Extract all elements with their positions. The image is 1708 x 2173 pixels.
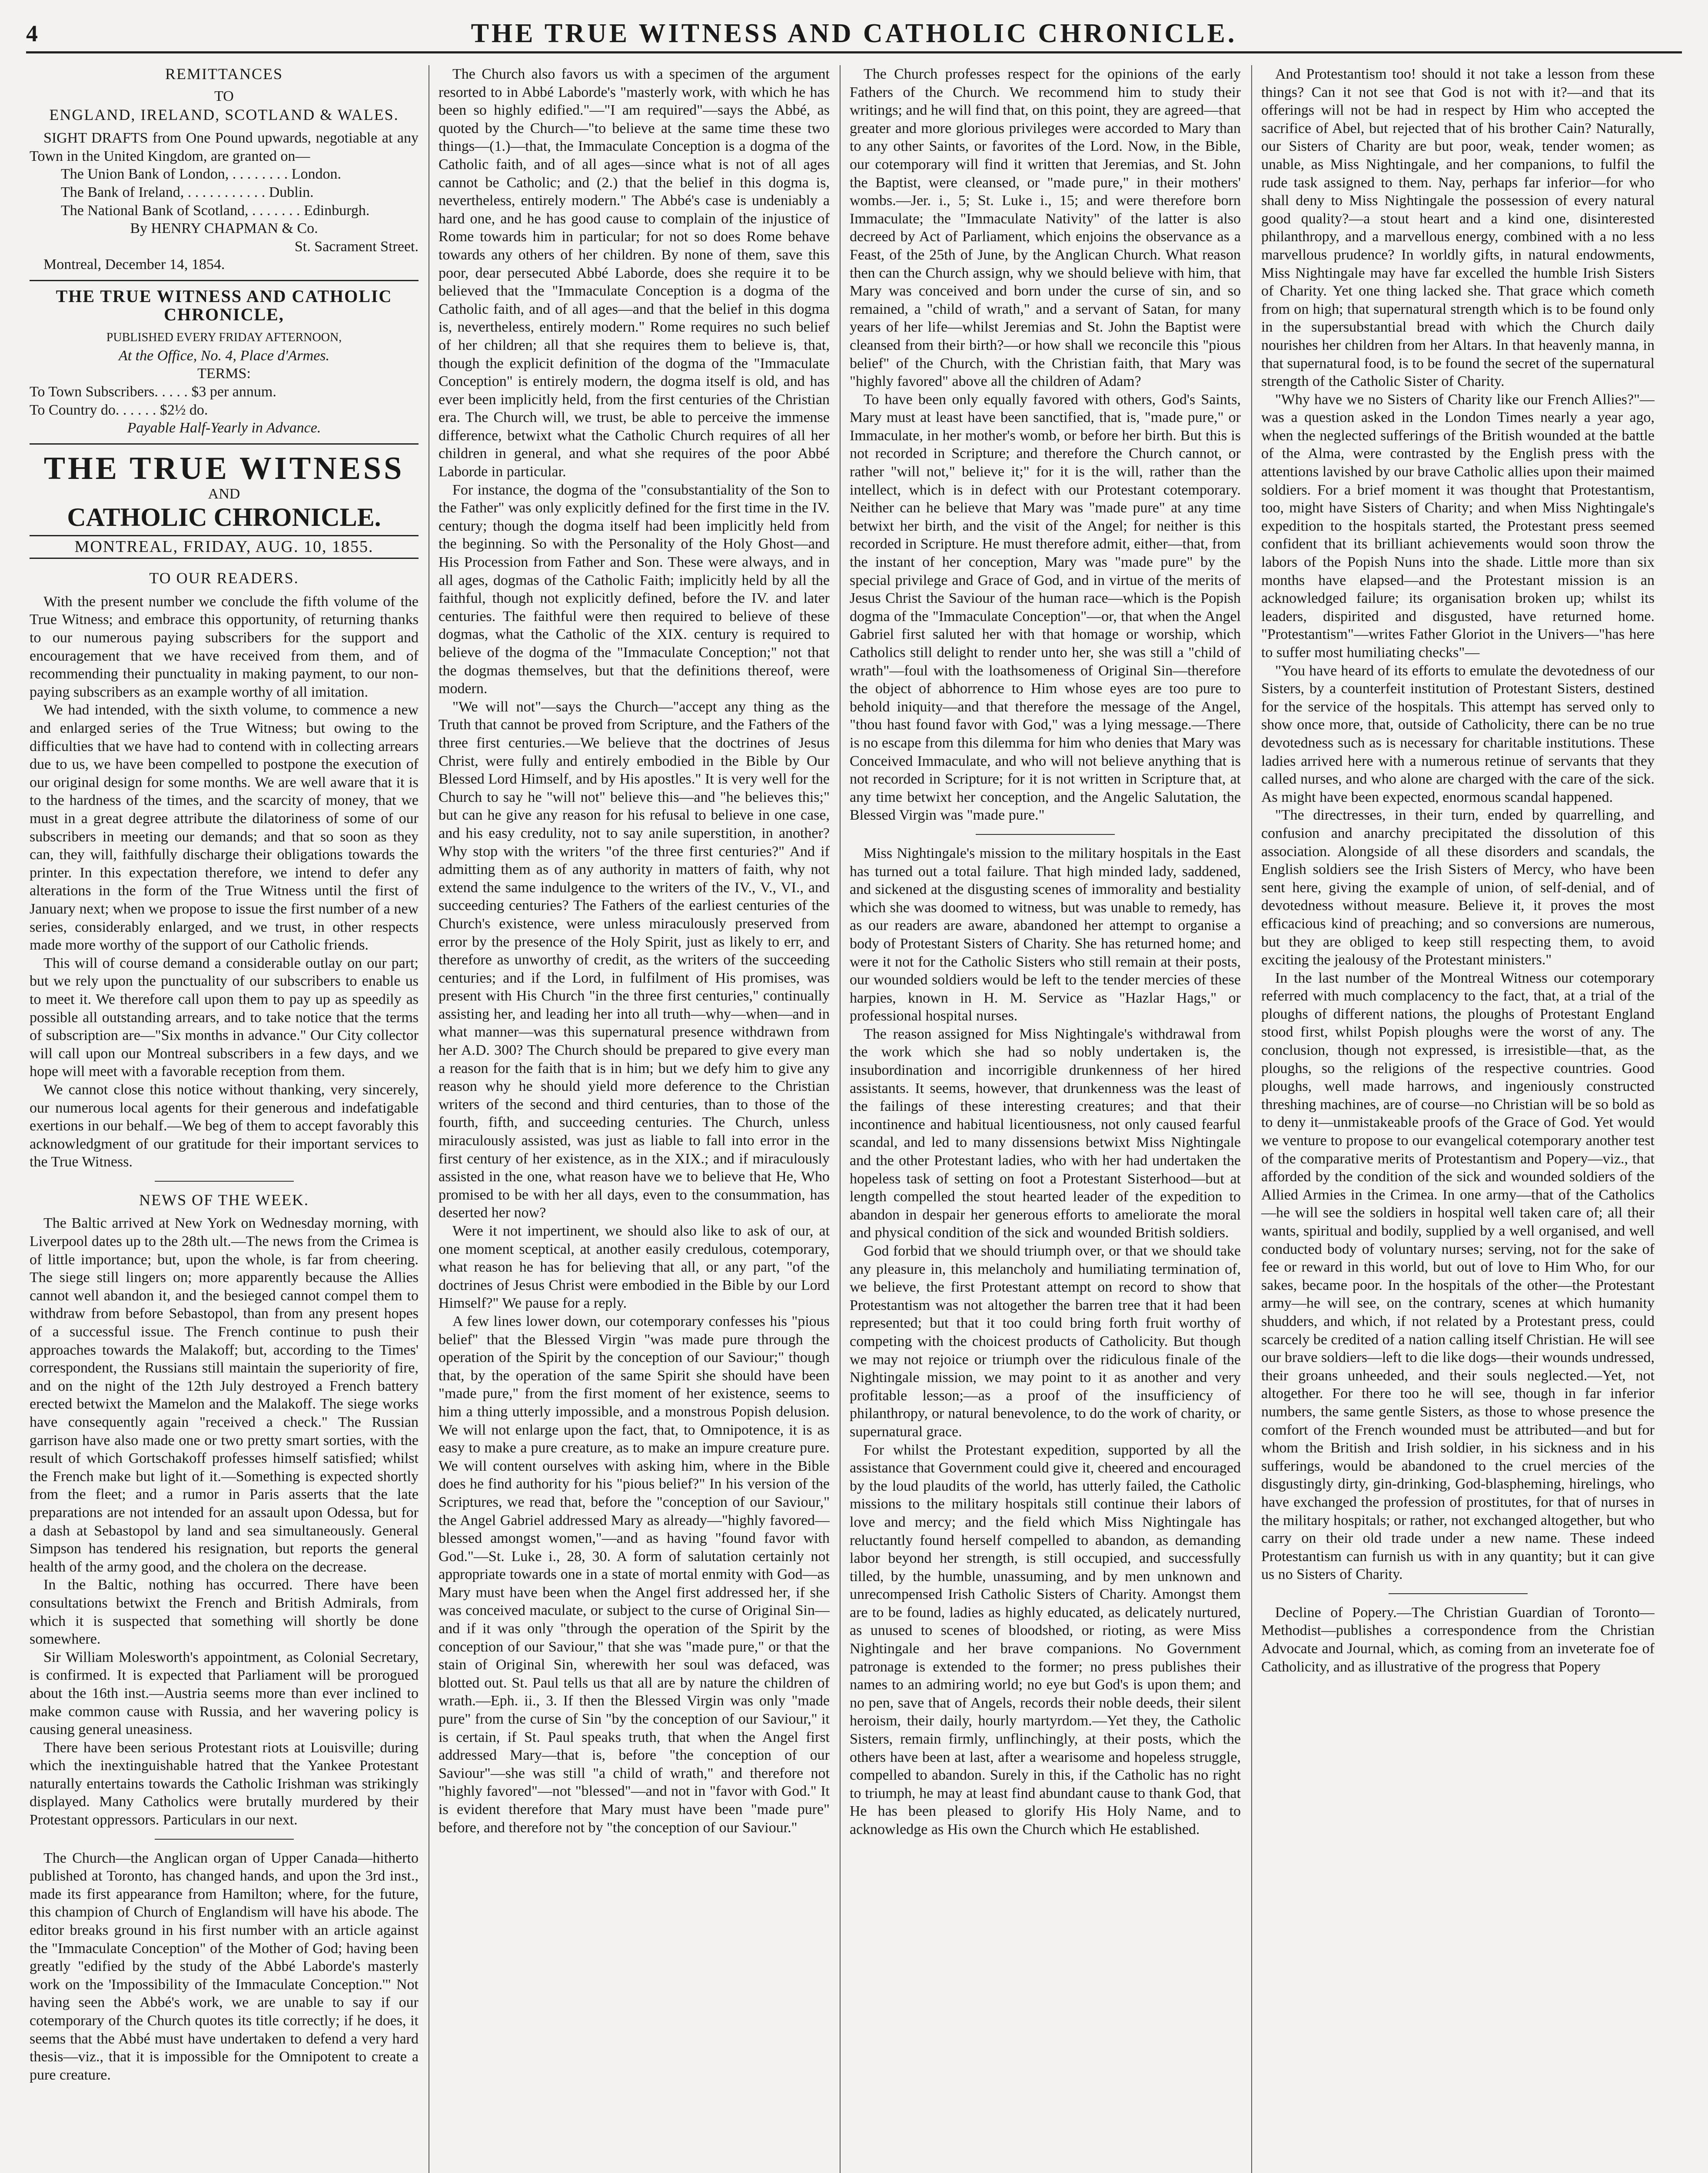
nightingale-paragraph: Miss Nightingale's mission to the military hospitals in the East has turned out a total failure. That high minded lady, saddened, and sickened at the disgusting scenes of immorality and bestiality which she was doomed to witness, but was unable to remedy, has as our readers are aware, abandoned her attempt to organise a body of Protestant Sisters of Charity. She has returned home; and were it not for the Catholic Sisters who still remain at their posts, our wounded soldiers would be left to the tender mercies of these harpies, known in H. M. Service as "Hazlar Hags," or professional hospital nurses.: [850, 845, 1241, 1024]
nameplate-title: THE TRUE WITNESS: [43, 450, 405, 486]
bank-line: The Union Bank of London, . . . . . . . . London.: [61, 166, 341, 183]
readers-paragraph: With the present number we conclude the fifth volume of the True Witness; and embrace this opportunity, of returning thanks to our numerous paying subscribers for the support and encouragement that we have received from them, and of recommending their punctuality in making payment, to our non-paying subscribers as an example worthy of all imitation.: [30, 593, 419, 700]
page-number: 4: [26, 20, 38, 47]
news-paragraph: Sir William Molesworth's appointment, as Colonial Secretary, is confirmed. It is expected that Parliament will be prorogued about the 16th inst.—Austria seems more than ever inclined to make common cause with Russia, and her wavering policy is causing general uneasiness.: [30, 1649, 419, 1738]
remittances-by: By HENRY CHAPMAN & Co.: [130, 220, 318, 237]
terms-payable: Payable Half-Yearly in Advance.: [127, 420, 321, 436]
church-paragraph: For instance, the dogma of the "consubstantiality of the Son to the Father" was only explicitly defined for the first time in the IV. century; though the dogma itself had been implicitly held from the beginning. So with the Personality of the Holy Ghost—and His Procession from Father and Son. These were always, and in all ages, dogmas of the Catholic Faith; implicitly held by all the faithful, though not explicitly defined, before the IV. and later centuries. The faithful were then required to believe of these dogmas, what the Catholic of the XIX. century is required to believe of the dogma of the "Immaculate Conception;" not that the dogmas themselves, but that the definitions thereof, were modern.: [439, 482, 830, 697]
church-paragraph: The Church professes respect for the opinions of the early Fathers of the Church. We recommend him to study their writings; and he will find that, on this point, they are agreed—that greater and more glorious privileges were accorded to Mary than to any other Saints, or favorites of the Lord. Now, in the Bible, our cotemporary will find it written that Jeremias, and St. John the Baptist, were cleansed, or "made pure," in their mothers' wombs.—Jer. i., 5; St. Luke i., 15; and were therefore born Immaculate; the "Immaculate Nativity" of the latter is also decreed by Act of Parliament, which enjoins the observance as a Feast, of the 25th of June, by the Anglican Church. What reason then can the Church assign, why we should believe with him, that Mary was conceived and born under the curse of sin, and so remained, a "child of wrath," and a servant of Satan, for many years of her life—whilst Jeremias and St. John the Baptist were cleansed from their birth?—or how shall we reconcile this "pious belief" of the Church, with the Christian faith, that Mary was "highly favored" above all the children of Adam?: [850, 66, 1241, 390]
church-paragraph: Were it not impertinent, we should also like to ask of our, at one moment sceptical, at another easily credulous, cotemporary, what reason he has for believing that all, or any part, "of the doctrines of Jesus Christ were embodied in the Bible by our Lord Himself?" We pause for a reply.: [439, 1223, 830, 1312]
terms-town: To Town Subscribers. . . . . $3 per annum.: [30, 383, 276, 400]
column-rule: [840, 65, 841, 2173]
remittances-heading: REMITTANCES: [165, 65, 283, 83]
remittances-notice: [30, 65, 419, 274]
terms-country: To Country do. . . . . . $2½ do.: [30, 402, 208, 418]
news-heading: NEWS OF THE WEEK.: [139, 1191, 309, 1209]
page-header: [26, 12, 1682, 53]
readers-paragraph: This will of course demand a considerable outlay on our part; but we rely upon the punctuality of our subscribers to enable us to meet it. We therefore call upon them to pay up as speedily as possible all outstanding arrears, and to take notice that the terms of subscription are—"Six months in advance." Our City collector will call upon our Montreal subscribers in a few days, and we hope will meet with a favorable reception from them.: [30, 955, 419, 1080]
column-3: [850, 65, 1241, 2173]
remittances-to: TO: [214, 88, 234, 104]
church-paragraph: The Church also favors us with a specimen of the argument resorted to in Abbé Laborde's "masterly work, with which he has been so highly edified."—"I am required"—says the Abbé, as quoted by the Church—"to believe at the same time these two things—(1.)—that, the Immaculate Conception is a dogma of the Catholic faith, and of all ages—since what is not of all ages cannot be Catholic; and (2.) that the belief in this dogma is, nevertheless, entirely modern." The Abbé's case is undeniably a hard one, and he has good cause to complain of the injustice of Rome towards him in particular; for not so does Rome behave towards any others of her children. By none of them, save this poor, dear persecuted Abbé Laborde, does she require it to be believed that the "Immaculate Conception is a dogma of the Catholic faith, and of all ages—and that the belief in this dogma is, nevertheless, entirely modern." Rome requires no such belief of her children; all that she requires them to believe is, that, though the explicit definition of the dogma of the "Immaculate Conception" is entirely modern, the dogma itself is old, and has ever been implicitly held, from the first centuries of the Christian era. The Church will, we trust, be able to perceive the immense difference, betwixt what the Catholic Church requires of all her children in general, and what she requires of the poor Abbé Laborde in particular.: [439, 66, 830, 480]
news-paragraph: In the Baltic, nothing has occurred. There have been consultations betwixt the French and British Admirals, from which it is suspected that something will shortly be done somewhere.: [30, 1577, 419, 1648]
bank-line: The Bank of Ireland, . . . . . . . . . . . Dublin.: [61, 184, 314, 200]
running-title: THE TRUE WITNESS AND CATHOLIC CHRONICLE.: [471, 19, 1237, 48]
remittances-countries: ENGLAND, IRELAND, SCOTLAND & WALES.: [49, 106, 399, 123]
nightingale-paragraph: For whilst the Protestant expedition, supported by all the assistance that Government could give it, cheered and encouraged by the loud plaudits of the world, has utterly failed, the Catholic missions to the military hospitals still continue their labors of love and mercy; and the field which Miss Nightingale has reluctantly found herself compelled to abandon, as demanding labor beyond her strength, is still occupied, and successfully tilled, by the humble, unassuming, and by men unknown and unrecompensed Irish Catholic Sisters of Charity. Amongst them are to be found, ladies as highly educated, as delicately nurtured, as unused to scenes of bloodshed, or rioting, as were Miss Nightingale and her brave companions. No Government patronage is extended to the former; no press publishes their names to an admiring world; no eye but God's is upon them; and no pen, save that of Angels, records their noble deeds, their silent heroism, their daily, hourly martyrdom.—Yet they, the Catholic Sisters, remain firmly, unflinchingly, at their posts, which the others have been at last, after a wearisome and hopeless struggle, compelled to abandon. Surely in this, if the Catholic has no right to triumph, he may at least find abundant cause to thank God, that He has been pleased to glorify His Holy Name, and to acknowledge as His own the Church which He established.: [850, 1442, 1241, 1837]
nightingale-paragraph: And Protestantism too! should it not take a lesson from these things? Can it not see that God is not with it?—and that its offerings will not be had in respect by Him who accepted the sacrifice of Abel, but rejected that of his brother Cain? Naturally, our Sisters of Charity are but poor, weak, tender women; as unable, as Miss Nightingale, and her companions, to fulfil the rude task assigned to them. Nay, perhaps far inferior—for who shall deny to Miss Nightingale the possession of every natural good quality?—a stout heart and a kind one, disinterested philanthropy, and a marvellous energy, combined with a no less marvellous prudence? In worldly gifts, in natural endowments, Miss Nightingale may have far excelled the humble Irish Sisters of Charity. Yet one thing lacked she. That grace which cometh from on high; that supernatural strength which is to be found only in the supersubstantial bread with which the Church daily nourishes her children from her Altars. In that heavenly manna, in that supernatural food, is to be found the secret of the supernatural strength of the Catholic Sister of Charity.: [1261, 66, 1655, 390]
remittances-text: SIGHT DRAFTS from One Pound upwards, negotiable at any Town in the United Kingdom, are granted on—: [30, 130, 419, 164]
section-rule: [155, 1839, 294, 1840]
church-paragraph: The Church—the Anglican organ of Upper Canada—hitherto published at Toronto, has changed hands, and upon the 3rd inst., made its first appearance from Hamilton; where, for the future, this champion of Church of Englandism will have his abode. The editor breaks ground in his first number with an article against the "Immaculate Conception" of the Mother of God; having been greatly "edified by the study of the Abbé Laborde's masterly work on the 'Impossibility of the Immaculate Conception.'" Not having seen the Abbé's work, we are unable to say if our cotemporary of the Church quotes its title correctly; if he does, it seems that the Abbé must have undertaken to defend a very hard thesis—viz., that it is impossible for the Omnipotent to create a pure creature.: [30, 1850, 419, 2083]
column-1: [30, 65, 419, 2173]
column-rule: [1251, 65, 1252, 2173]
nightingale-paragraph: God forbid that we should triumph over, or that we should take any pleasure in, this melancholy and humiliating termination of, we believe, the first Protestant attempt on record to show that Protestantism was not altogether the barren tree that it had been represented; but that it too could bring forth fruit worthy of competing with the choicest products of Catholicity. But though we may not rejoice or triumph over the ridiculous finale of the Nightingale mission, we may point to it as another and very profitable lesson;—as a proof of the insufficiency of philanthropy, or natural benevolence, to do the work of charity, or supernatural grace.: [850, 1243, 1241, 1440]
publication-schedule: PUBLISHED EVERY FRIDAY AFTERNOON,: [106, 331, 342, 345]
column-2: [439, 65, 830, 2173]
news-paragraph: The Baltic arrived at New York on Wednesday morning, with Liverpool dates up to the 28th ult.—The news from the Crimea is of little importance; but, upon the whole, is far from cheering. The siege still lingers on; more apparently because the Allies cannot well abandon it, and the besieged cannot compel them to withdraw from before Sebastopol, than from any present hopes of a successful issue. The French continue to push their approaches towards the Malakoff; but, according to the Times' correspondent, the Russians still maintain the superiority of fire, and on the night of the 12th July destroyed a French battery erected betwixt the Mamelon and the Malakoff. The siege works have consequently again "received a check." The Russian garrison have also made one or two pretty smart sorties, with the result of which Gortschakoff professes himself satisfied; whilst the French make but light of it.—Something is expected shortly from the fleet; and a rumor in Paris asserts that the late preparations are not intended for an assault upon Odessa, but for a dash at Sebastopol by land and sea simultaneously. General Simpson has tendered his resignation, but reports the general health of the army good, and the cholera on the decrease.: [30, 1215, 419, 1575]
news-paragraph: There have been serious Protestant riots at Louisville; during which the inextinguishable hatred that the Yankee Protestant naturally entertains towards the Catholic Irishman was strikingly displayed. Many Catholics were brutally murdered by their Protestant oppressors. Particulars in our next.: [30, 1739, 419, 1828]
remittances-date: Montreal, December 14, 1854.: [43, 256, 225, 273]
section-rule: [30, 443, 419, 445]
church-paragraph: A few lines lower down, our cotemporary confesses his "pious belief" that the Blessed Virgin "was made pure through the operation of the Spirit by the conception of our Saviour;" though that, by the operation of the same Spirit she should have been "made pure," from the first moment of her existence, seems to him a thing utterly impossible, and a monstrous Popish delusion. We will not enlarge upon the fact, that, to Omnipotence, it is as easy to make a pure creature, as to make an impure creature pure. We will content ourselves with asking him, where in the Bible does he find authority for his "pious belief?" In his version of the Scriptures, we read that, before the "conception of our Saviour," the Angel Gabriel addressed Mary as already—"highly favored—blessed amongst women,"—and as having "found favor with God."—St. Luke i., 28, 30. A form of salutation certainly not appropriate towards one in a state of mortal enmity with God—as Mary must have been when the Angel first addressed her, if she was conceived maculate, or subject to the curse of Original Sin—and if it was only "through the operation of the Spirit by the conception of our Saviour," that she was "made pure," or that the stain of Original Sin, wherewith her soul was defaced, was blotted out. St. Paul tells us that all are by nature the children of wrath.—Eph. ii., 3. If then the Blessed Virgin was only "made pure" from the curse of Sin "by the conception of our Saviour," it is certain, if St. Paul speaks truth, that when the Angel first addressed Mary—that is, before "the conception of our Saviour"—she was still "a child of wrath," and therefore not "highly favored"—not "blessed"—and not in "favor with God." It is evident therefore that Mary must have been "made pure" before, and therefore not by "the conception of our Saviour.": [439, 1313, 830, 1836]
nameplate-subtitle: CATHOLIC CHRONICLE.: [67, 502, 381, 532]
terms-heading: TERMS:: [197, 365, 251, 382]
readers-paragraph: We had intended, with the sixth volume, to commence a new and enlarged series of the True Witness; but owing to the difficulties that we have had to contend with in collecting arrears due to us, we have been compelled to postpone the execution of our original design for some months. We are well aware that it is to the hardness of the times, and the scarcity of money, that we must in a great degree attribute the dilatoriness of some of our subscribers in meeting our demands; and that so soon as they can, they will, faithfully discharge their obligations towards the printer. In this expectation therefore, we intend to defer any alterations in the form of the True Witness until the first of January next; when we propose to issue the first number of a new series, considerably enlarged, and we trust, in other respects made more worthy of the support of our Catholic friends.: [30, 702, 419, 954]
nightingale-paragraph: The reason assigned for Miss Nightingale's withdrawal from the work which she had so nobly undertaken is, the insubordination and incorrigible drunkenness of her hired assistants. It seems, however, that drunkenness was the least of the failings of these interesting creatures; and that their incontinence and habitual licentiousness, not only caused fearful scandal, and led to many dissensions betwixt Miss Nightingale and the other Protestant ladies, who with her had undertaken the hopeless task of setting on foot a Protestant Sisterhood—but at length compelled the stout hearted leader of the expedition to abandon in despair her generous efforts to ameliorate the moral and physical condition of the sick and wounded British soldiers.: [850, 1026, 1241, 1241]
nameplate-and: AND: [208, 485, 240, 502]
dateline: MONTREAL, FRIDAY, AUG. 10, 1855.: [30, 535, 419, 559]
remittances-address: St. Sacrament Street.: [294, 238, 419, 255]
popery-paragraph: Decline of Popery.—The Christian Guardian of Toronto—Methodist—publishes a correspondence from the Christian Advocate and Journal, which, as coming from an inveterate foe of Catholicity, and as illustrative of the progress that Popery: [1261, 1604, 1655, 1675]
publication-title: THE TRUE WITNESS AND CATHOLIC CHRONICLE,: [56, 286, 392, 324]
column-4: [1261, 65, 1655, 2173]
section-rule: [30, 280, 419, 281]
nameplate: [30, 451, 419, 559]
church-paragraph: To have been only equally favored with others, God's Saints, Mary must at least have been sanctified, that is, "made pure," or Immaculate, in her mother's womb, or before her birth. But this is not recorded in Scripture; and therefore the Church cannot, or rather "will not," believe it;" for it is the will, rather than the intellect, which is in defect with our Protestant cotemporary. Neither can he believe that Mary was "made pure" at any time betwixt her birth, and the visit of the Angel; for neither is this recorded in Scripture. He must therefore admit, either—that, from the instant of her conception, Mary was "made pure" by the special privilege and Grace of God, and in virtue of the merits of Jesus Christ the Saviour of the human race—which is the Popish dogma of the "Immaculate Conception"—or, that when the Angel Gabriel first saluted her with that homage or worship, which Catholics still delight to render unto her, she was still a "child of wrath"—foul with the loathsomeness of Original Sin—therefore the object of abhorrence to Him whose eyes are too pure to behold iniquity—and that therefore the message of the Angel, "thou hast found favor with God," was a lying message.—There is no escape from this dilemma for him who denies that Mary was Conceived Immaculate, and who will not believe anything that is not recorded in Scripture; for it is not written in Scripture that, at any time betwixt her conception, and the Angelic Salutation, the Blessed Virgin was "made pure.": [850, 391, 1241, 824]
publication-terms: [30, 287, 419, 437]
nightingale-quote: "The directresses, in their turn, ended by quarrelling, and confusion and anarchy precipitated the dissolution of this association. Alongside of all these disorders and scandals, the English soldiers see the Irish Sisters of Mercy, who have been sent here, giving the example of union, of self-denial, and of devotedness without measure. Believe it, it proves the most efficacious kind of preaching; and so conversions are numerous, but they are obliged to keep still respecting them, to avoid exciting the jealousy of the Protestant ministers.": [1261, 807, 1655, 968]
section-rule: [155, 1181, 294, 1182]
readers-paragraph: We cannot close this notice without thanking, very sincerely, our numerous local agents for their generous and indefatigable exertions in our behalf.—We beg of them to accept favorably this acknowledgment of our gratitude for their important services to the True Witness.: [30, 1081, 419, 1170]
section-rule: [976, 834, 1115, 835]
publication-office: At the Office, No. 4, Place d'Armes.: [118, 347, 330, 364]
church-paragraph: "We will not"—says the Church—"accept any thing as the Truth that cannot be proved from Scripture, and the Fathers of the three first centuries.—We believe that the doctrines of Jesus Christ, were fully and entirely embodied in the Bible by Our Blessed Lord Himself, and by His apostles." It is very well for the Church to say he "will not" believe this—and "he believes this;" but can he give any reason for his refusal to believe in one case, and his easy credulity, not to say anile superstition, in another? Why stop with the writers "of the three first centuries?" And if admitting them as of any authority in matters of faith, why not extend the same indulgence to the writers of the IV., V., VI., and succeeding centuries? The Fathers of the earliest centuries of the Church's existence, were unless miraculously preserved from error by the presence of the Holy Spirit, just as likely to err, and therefore as unworthy of credit, as the writers of the succeeding centuries; and if the Lord, in fulfilment of His promises, was present with His Church "in the three first centuries," continually assisting her, and leading her into all truth—why—when—and in what manner—was this supernatural presence withdrawn from her A.D. 300? The Church should be prepared to give every man a reason for the faith that is in him; but we defy him to give any reason why he should yield more deference to the Christian writers of the second and third centuries, than to those of the fourth, fifth, and succeeding centuries. The Church, unless miraculously assisted, was just as liable to fall into error in the first century of her existence, as in the XIX.; and if miraculously assisted in the one, what reason have we to believe that He, Who promised to be with her all days, even to the consummation, has deserted her now?: [439, 698, 830, 1221]
readers-heading: TO OUR READERS.: [149, 569, 299, 587]
bank-line: The National Bank of Scotland, . . . . . . . Edinburgh.: [61, 202, 370, 219]
nightingale-paragraph: "Why have we no Sisters of Charity like our French Allies?"—was a question asked in the London Times nearly a year ago, when the neglected sufferings of the British wounded at the battle of the Alma, were contrasted by the English press with the attentions lavished by our brave Catholic allies upon their maimed soldiers. For a brief moment it was thought that Protestantism, too, might have Sisters of Charity; and when Miss Nightingale's expedition to the hospitals started, the Protestant press seemed confident that its brilliant achievements would soon throw the labors of the Popish Nuns into the shade. Little more than six months have elapsed—and the Protestant mission is an acknowledged failure; its organisation broken up; whilst its leaders, dispirited and disgusted, have returned home. "Protestantism"—writes Father Gloriot in the Univers—"has here to suffer most humiliating checks"—: [1261, 391, 1655, 661]
nightingale-quote: "You have heard of its efforts to emulate the devotedness of our Sisters, by a counterfeit institution of Protestant Sisters, destined for the service of the hospitals. This attempt has served only to show once more, that, outside of Catholicity, there can be no true devotedness such as is necessary for charitable institutions. These ladies arrived here with a numerous retinue of servants that they called nurses, and who alone are charged with the care of the sick. As might have been expected, enormous scandal happened.: [1261, 662, 1655, 805]
section-rule: [1389, 1593, 1528, 1594]
nightingale-paragraph: In the last number of the Montreal Witness our cotemporary referred with much complacency to the fact, that, at a trial of the ploughs of different nations, the ploughs of Protestant England stood first, whilst Popish ploughs were the worst of any. The conclusion, though not expressed, is irresistible—that, as the ploughs, so the religions of the respective countries. Good ploughs, well made harrows, and ingeniously constructed threshing machines, are of course—no Christian will be so bold as to deny it—unmistakeable proofs of the Grace of God. Yet would we venture to propose to our evangelical cotemporary another test of the comparative merits of Protestantism and Popery—viz., that afforded by the condition of the sick and wounded soldiers of the Allied Armies in the Crimea. In one army—that of the Catholics—he will see the soldiers in hospital well taken care of; all their wants, spiritual and bodily, supplied by a well organised, and well conducted body of voluntary nurses; serving, not for the sake of fee or reward in this world, but out of love to Him Who, for our sakes, became poor. In the hospitals of the other—the Protestant army—he will see, on the contrary, scenes at which humanity shudders, and which, if not related by a Protestant press, could scarcely be credited of a nation calling itself Christian. He will see our brave soldiers—left to die like dogs—their wounds undressed, their groans unheeded, and their souls neglected.—Yet, not altogether. For there too he will see, though in far inferior numbers, the same gentle Sisters, as those to whose presence the comfort of the French wounded must be attributed—and but for whom the British and Irish soldier, in his sickness and in his sufferings, would be abandoned to the cruel mercies of the disgustingly dirty, gin-drinking, God-blaspheming, hirelings, who have exchanged the profession of prostitutes, for that of nurses in the military hospitals; or rather, not exchanged altogether, but who carry on their old trade under a new name. These indeed Protestantism can furnish us with in any quantity; but it can give us no Sisters of Charity.: [1261, 970, 1655, 1583]
